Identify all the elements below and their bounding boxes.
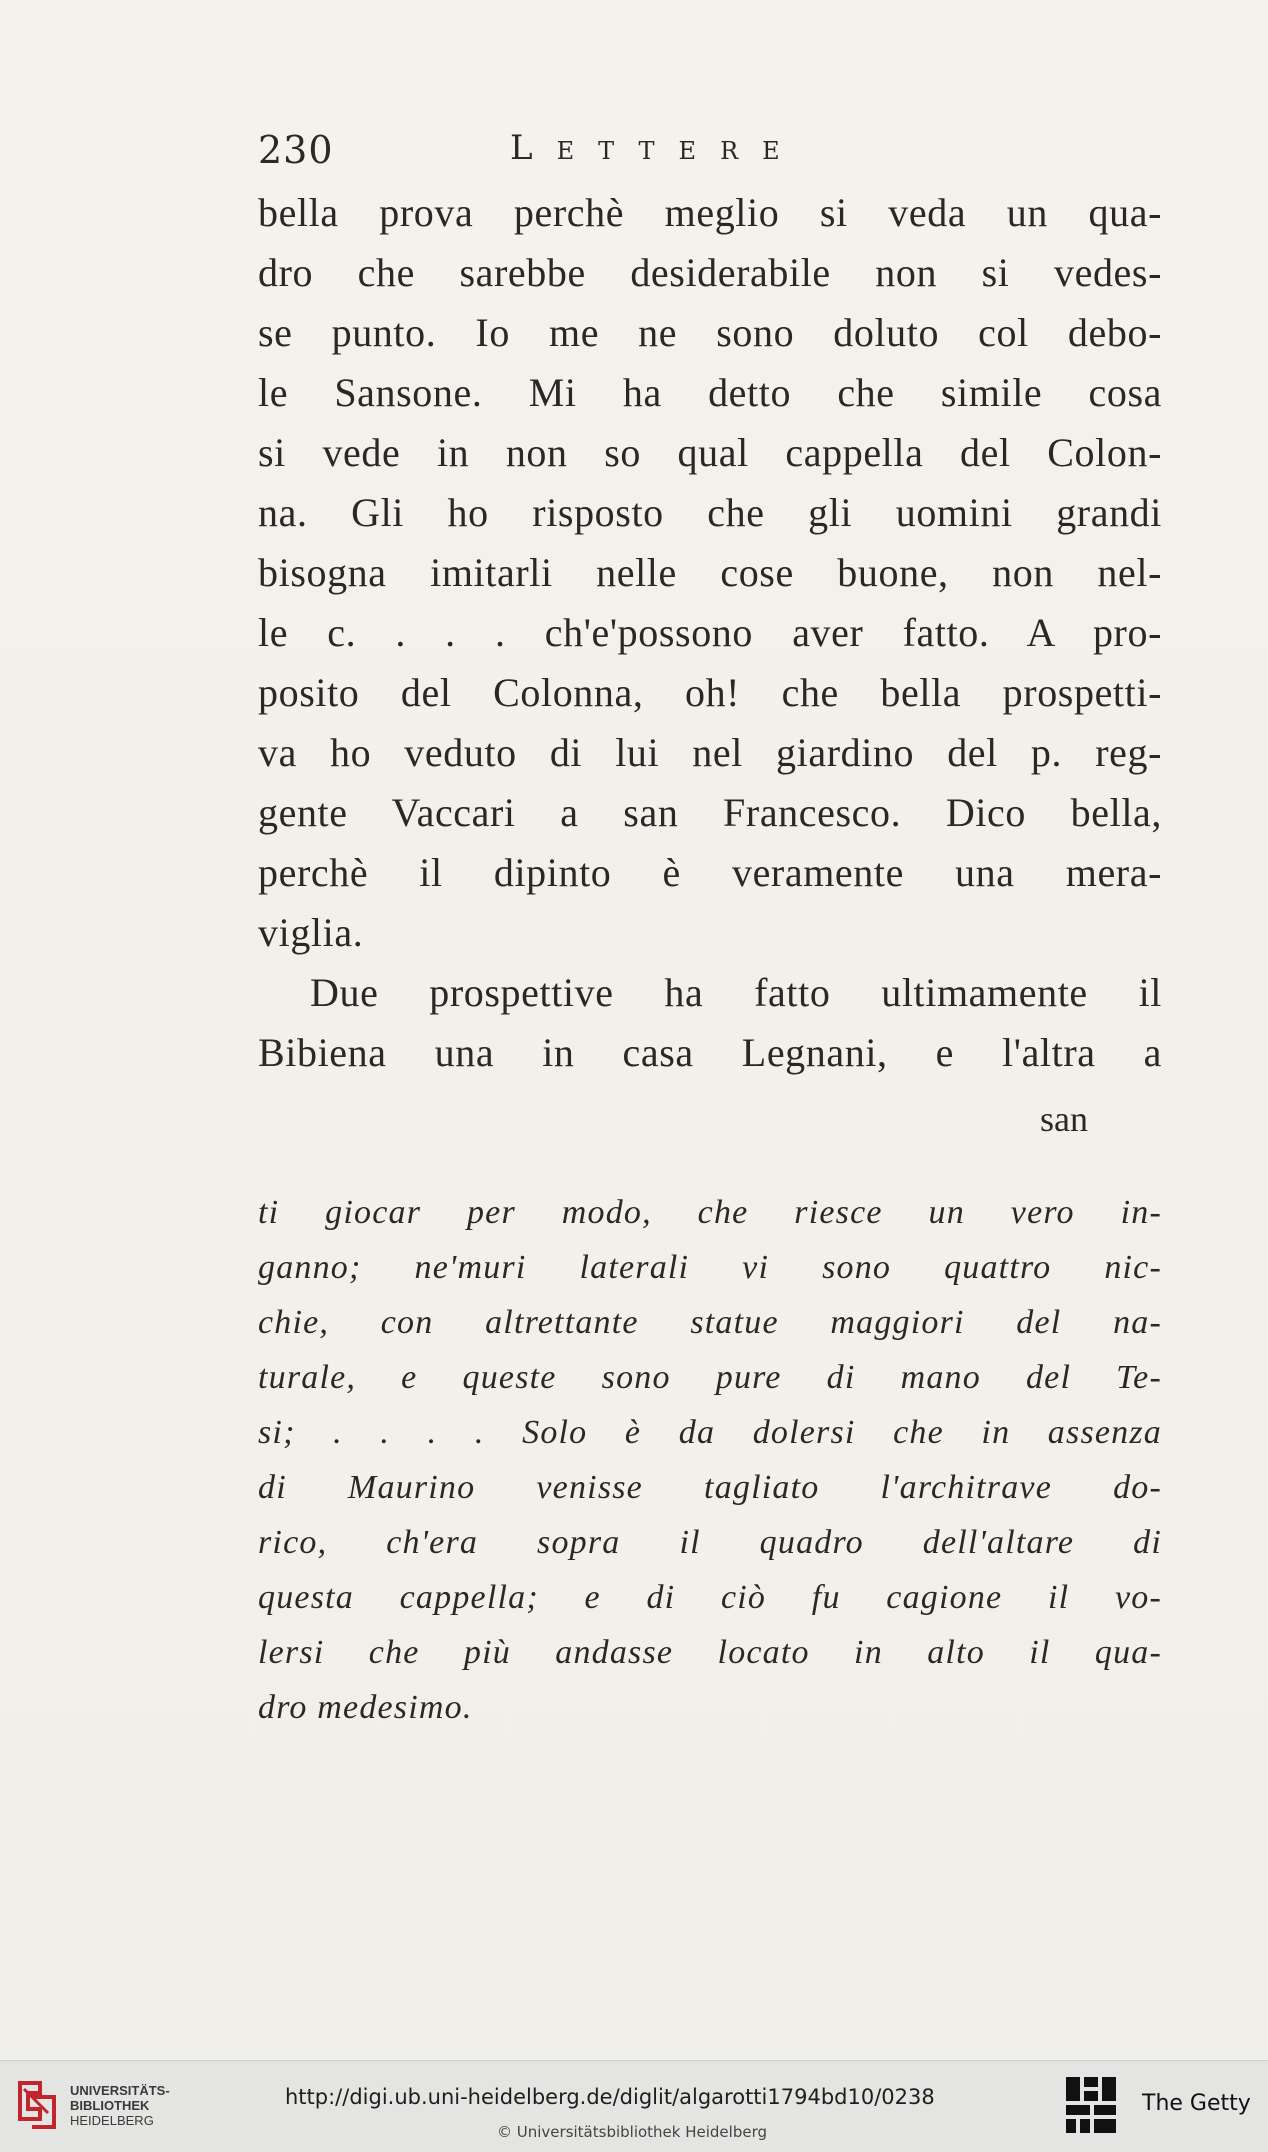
page-header <box>258 128 1158 180</box>
footnote-line: chie, con altrettante statue maggiori del na- <box>258 1304 1162 1341</box>
text-line: le Sansone. Mi ha detto che simile cosa <box>258 370 1162 415</box>
university-library-logo[interactable] <box>14 2075 174 2135</box>
getty-label[interactable]: The Getty <box>1142 2091 1251 2116</box>
footnote-line: turale, e queste sono pure di mano del Te- <box>258 1359 1162 1396</box>
text-line: dro che sarebbe desiderabile non si vedes- <box>258 250 1162 295</box>
text-line: posito del Colonna, oh! che bella prospetti- <box>258 670 1162 715</box>
footnote-line: ti giocar per modo, che riesce un vero in- <box>258 1194 1162 1231</box>
ub-heidelberg-icon <box>14 2079 62 2131</box>
permalink-url[interactable]: http://digi.ub.uni-heidelberg.de/diglit/algarotti1794bd10/0238 <box>285 2085 935 2109</box>
text-line: na. Gli ho risposto che gli uomini grandi <box>258 490 1162 535</box>
main-text <box>258 183 1162 1083</box>
getty-mark-icon <box>1064 2075 1124 2135</box>
footnote-line: questa cappella; e di ciò fu cagione il vo- <box>258 1579 1162 1616</box>
text-line: perchè il dipinto è veramente una mera- <box>258 850 1162 895</box>
footnote-text <box>258 1185 1162 1735</box>
footnote-line: di Maurino venisse tagliato l'architrave do- <box>258 1469 1162 1506</box>
text-line: va ho veduto di lui nel giardino del p. reg- <box>258 730 1162 775</box>
text-line: gente Vaccari a san Francesco. Dico bella, <box>258 790 1162 835</box>
library-name-line: UNIVERSITÄTS- <box>70 2083 170 2098</box>
text-line: si vede in non so qual cappella del Colon- <box>258 430 1162 475</box>
text-line: se punto. Io me ne sono doluto col debo- <box>258 310 1162 355</box>
text-line: Bibiena una in casa Legnani, e l'altra a <box>258 1030 1162 1075</box>
page-number: 230 <box>258 128 334 172</box>
library-name-line: HEIDELBERG <box>70 2113 154 2128</box>
text-line: viglia. <box>258 910 364 955</box>
catchword: san <box>1040 1099 1088 1139</box>
library-name <box>70 2083 170 2128</box>
running-head: Lettere <box>510 128 804 168</box>
text-line: bisogna imitarli nelle cose buone, non nel- <box>258 550 1162 595</box>
footer-bar <box>0 2060 1268 2152</box>
footnote-line: lersi che più andasse locato in alto il qua- <box>258 1634 1162 1671</box>
getty-logo-icon[interactable] <box>1064 2075 1124 2135</box>
footnote-line: ganno; ne'muri laterali vi sono quattro nic- <box>258 1249 1162 1286</box>
footnote-line: rico, ch'era sopra il quadro dell'altare di <box>258 1524 1162 1561</box>
text-line: Due prospettive ha fatto ultimamente il <box>310 970 1162 1015</box>
text-line: le c. . . . ch'e'possono aver fatto. A pro- <box>258 610 1162 655</box>
footnote-line: si; . . . . Solo è da dolersi che in assenza <box>258 1414 1162 1451</box>
library-name-line: BIBLIOTHEK <box>70 2098 150 2113</box>
copyright-notice: © Universitätsbibliothek Heidelberg <box>497 2123 768 2141</box>
text-line: bella prova perchè meglio si veda un qua- <box>258 190 1162 235</box>
footnote-line: dro medesimo. <box>258 1689 473 1726</box>
